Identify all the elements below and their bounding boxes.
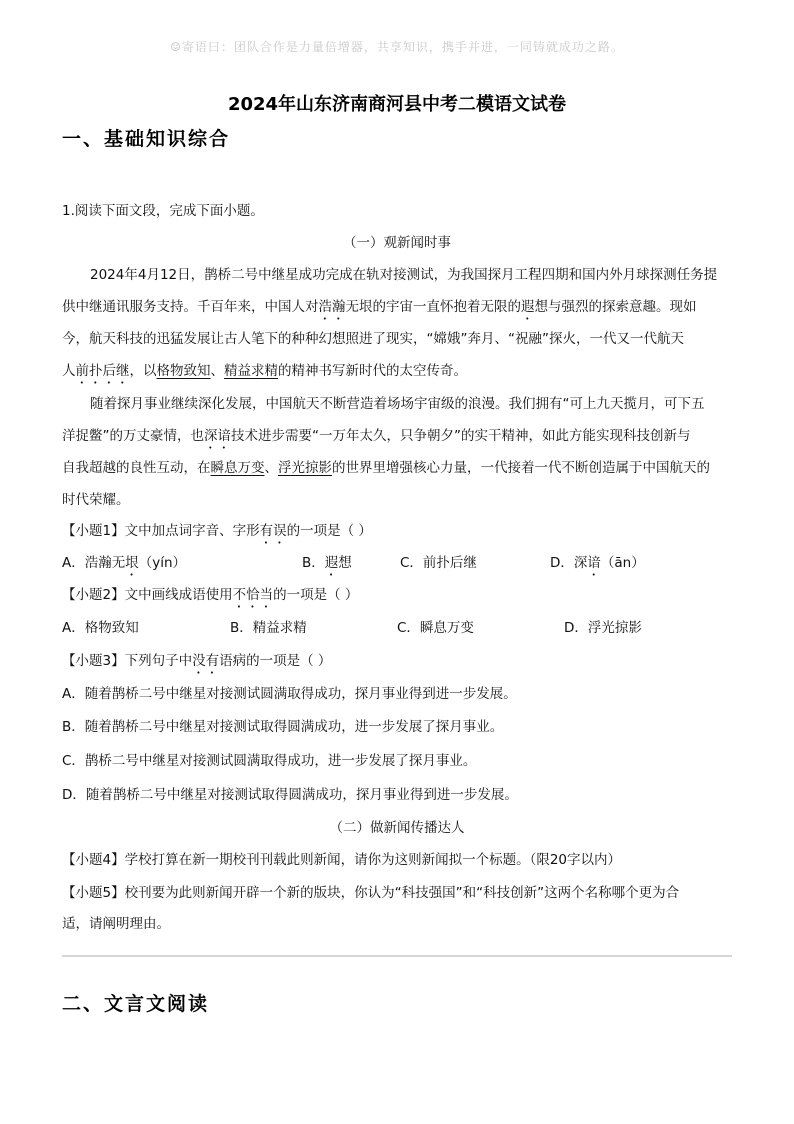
sub2-option-a[interactable]: A．格物致知 bbox=[62, 620, 139, 636]
sub1-option-a[interactable]: A．浩瀚无垠（yín） bbox=[62, 555, 187, 571]
sub2-option-d[interactable]: D．浮光掠影 bbox=[564, 620, 642, 636]
sub-question-5-line-1: 【小题5】校刊要为此则新闻开辟一个新的版块，你认为“科技强国”和“科技创新”这两个名称哪个更为合 bbox=[62, 885, 680, 901]
paragraph-2-line-3: 自我超越的良性互动，在瞬息万变、浮光掠影的世界里增强核心力量，一代接着一代不断创造属于中国航天的 bbox=[62, 460, 710, 476]
underlined-idiom: 浮光掠影 bbox=[278, 460, 332, 476]
paragraph-1-line-1: 2024年4月12日，鹊桥二号中继星成功完成在轨对接测试，为我国探月工程四期和国内外月球探测任务提 bbox=[90, 267, 718, 283]
subtitle-broadcast: （二）做新闻传播达人 bbox=[329, 820, 465, 836]
question-intro: 1.阅读下面文段，完成下面小题。 bbox=[62, 203, 264, 219]
section-heading-2: 二、文言文阅读 bbox=[62, 993, 210, 1015]
paragraph-2-line-1: 随着探月事业继续深化发展，中国航天不断营造着场场宇宙级的浪漫。我们拥有“可上九天揽月，可下五 bbox=[90, 396, 705, 412]
sub1-option-d[interactable]: D．深谙（ān） bbox=[550, 555, 645, 571]
dotted-word: 遐 bbox=[521, 299, 535, 315]
watermark: ☺寄语曰：团队合作是力量倍增器，共享知识，携手并进，一同铸就成功之路。 bbox=[170, 40, 624, 54]
emphasis-word: 没有 bbox=[192, 653, 220, 669]
sub3-option-a[interactable]: A．随着鹊桥二号中继星对接测试圆满取得成功，探月事业得到进一步发展。 bbox=[62, 686, 517, 702]
underlined-idiom: 瞬息万变 bbox=[210, 460, 265, 476]
subtitle-news: （一）观新闻时事 bbox=[343, 235, 451, 251]
underlined-idiom: 精益求精 bbox=[224, 363, 278, 379]
emphasis-word: 不恰当 bbox=[232, 587, 274, 603]
paragraph-1-line-3: 今，航天科技的迅猛发展让古人笔下的种种幻想照进了现实，“嫦娥”奔月、“祝融”探火，一代又一代航天 bbox=[62, 331, 684, 347]
sub1-option-b[interactable]: B．遐想 bbox=[302, 555, 352, 571]
paragraph-1-line-2: 供中继通讯服务支持。千百年来，中国人对浩瀚无垠的宇宙一直怀抱着无限的遐想与强烈的探索意趣。现如 bbox=[62, 299, 697, 315]
sub-question-1: 【小题1】文中加点词字音、字形有误的一项是（ ） bbox=[62, 523, 372, 539]
section-divider bbox=[62, 955, 732, 957]
dotted-word: 深谙 bbox=[204, 428, 231, 444]
dotted-word: 浩瀚 bbox=[318, 299, 346, 315]
sub-question-5-line-2: 适，请阐明理由。 bbox=[62, 916, 170, 932]
paragraph-2-line-4: 时代荣耀。 bbox=[62, 492, 130, 508]
sub3-option-c[interactable]: C．鹊桥二号中继星对接测试圆满取得成功，进一步发展了探月事业。 bbox=[62, 753, 477, 769]
underlined-idiom: 格物致知 bbox=[156, 363, 211, 379]
sub3-option-d[interactable]: D．随着鹊桥二号中继星对接测试取得圆满成功，探月事业得到进一步发展。 bbox=[62, 787, 518, 803]
sub3-option-b[interactable]: B．随着鹊桥二号中继星对接测试取得圆满成功，进一步发展了探月事业。 bbox=[62, 719, 504, 735]
sub1-option-c[interactable]: C．前扑后继 bbox=[400, 555, 477, 571]
sub-question-4: 【小题4】学校打算在新一期校刊刊载此则新闻，请你为这则新闻拟一个标题。（限20字以内） bbox=[62, 852, 622, 868]
paragraph-1-line-4: 人前扑后继，以格物致知、精益求精的精神书写新时代的太空传奇。 bbox=[62, 363, 467, 379]
sub2-option-b[interactable]: B．精益求精 bbox=[230, 620, 307, 636]
sub-question-3: 【小题3】下列句子中没有语病的一项是（ ） bbox=[62, 653, 332, 669]
paragraph-2-line-2: 洋捉鳖”的万丈豪情，也深谙技术进步需要“一万年太久，只争朝夕”的实干精神，如此方能实现科技创新与 bbox=[62, 428, 691, 444]
sub2-option-c[interactable]: C．瞬息万变 bbox=[397, 620, 474, 636]
dotted-word: 前扑后继 bbox=[75, 363, 130, 379]
emphasis-word: 有误 bbox=[259, 523, 287, 539]
section-heading-1: 一、基础知识综合 bbox=[62, 128, 231, 150]
sub-question-2: 【小题2】文中画线成语使用不恰当的一项是（ ） bbox=[62, 587, 359, 603]
page-title: 2024年山东济南商河县中考二模语文试卷 bbox=[227, 94, 567, 115]
